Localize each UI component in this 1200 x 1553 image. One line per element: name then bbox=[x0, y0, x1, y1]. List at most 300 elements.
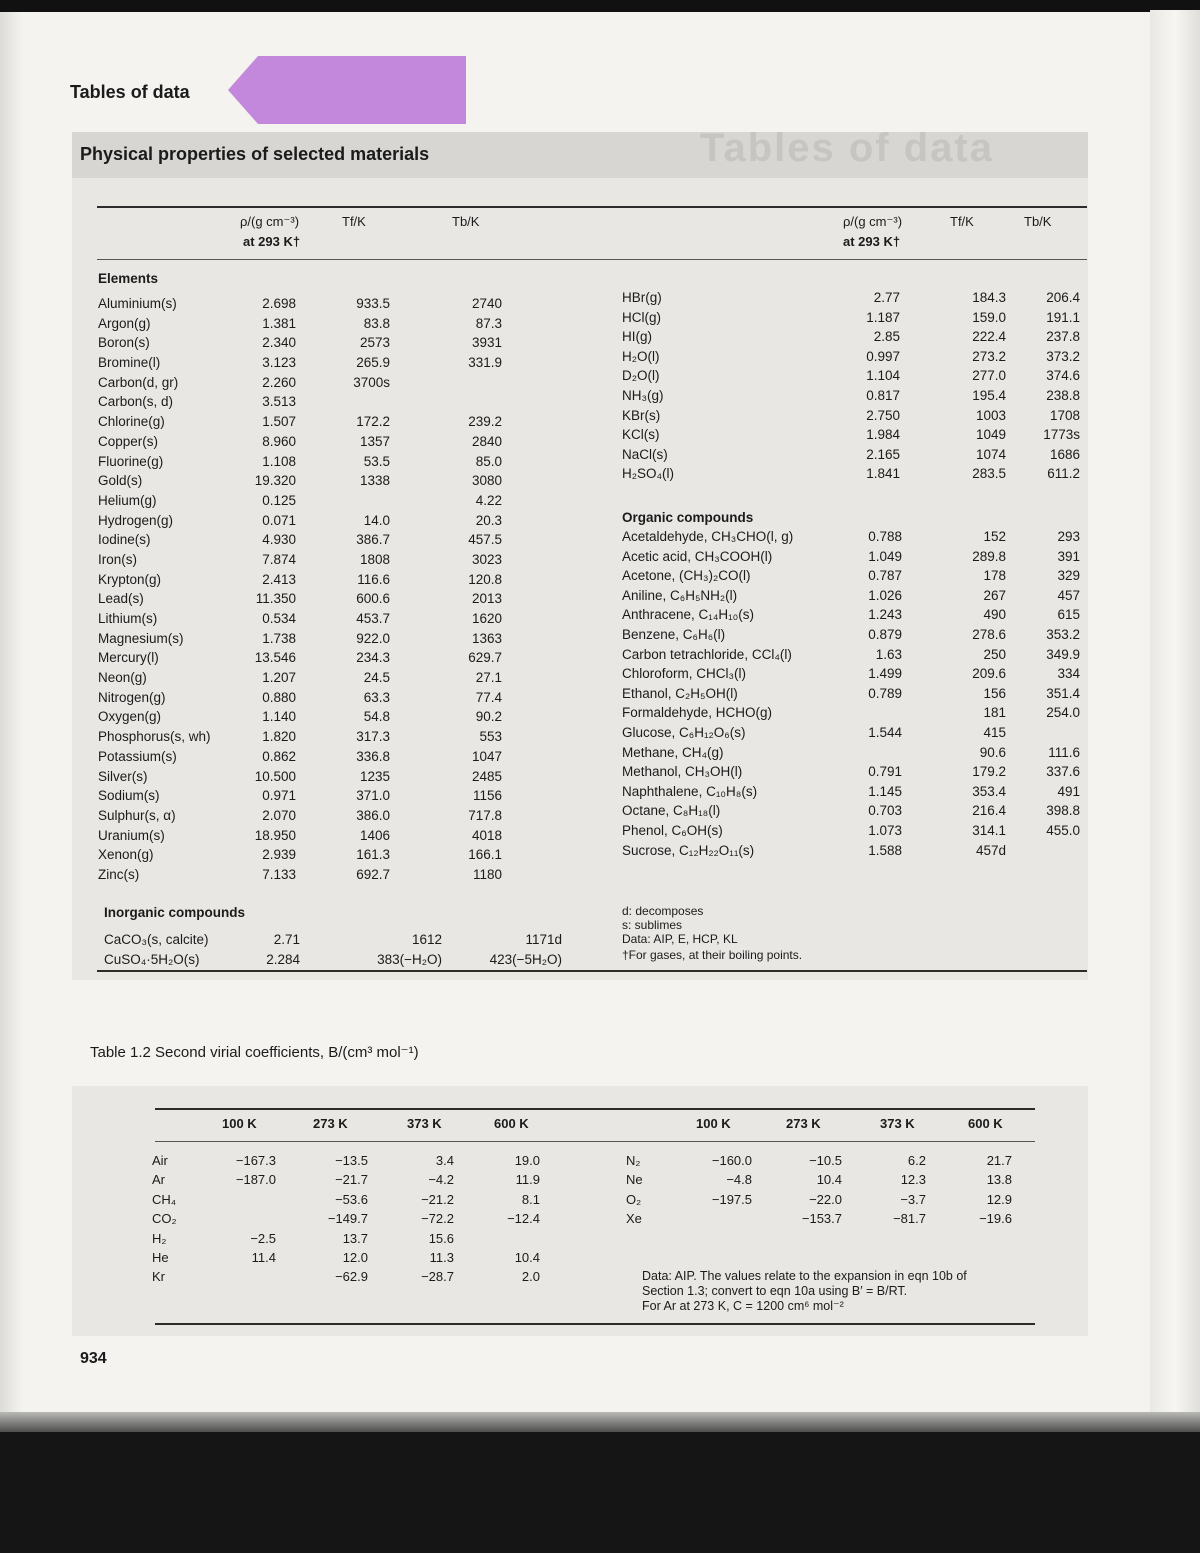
element-density: 2.260 bbox=[262, 374, 296, 390]
organic-tb-col bbox=[1014, 527, 1080, 860]
element-tf: 1357 bbox=[359, 433, 390, 449]
gas-name: H₂ bbox=[152, 1230, 167, 1246]
right-tb: 373.2 bbox=[1046, 348, 1080, 364]
organic-tf: 289.8 bbox=[972, 548, 1006, 564]
virial-value: −22.0 bbox=[809, 1191, 842, 1207]
element-tf: 1808 bbox=[359, 551, 390, 567]
virial-value: 13.7 bbox=[342, 1230, 368, 1246]
element-density: 1.140 bbox=[262, 709, 296, 725]
inorganic-tf: 1612 bbox=[411, 932, 442, 947]
right-tf: 184.3 bbox=[972, 290, 1006, 305]
organic-name: Phenol, C₆OH(s) bbox=[622, 822, 723, 838]
right-tf: 273.2 bbox=[972, 348, 1006, 364]
element-tb: 457.5 bbox=[468, 532, 502, 548]
bleed-through-text: Tables of data bbox=[700, 126, 994, 170]
element-name: Silver(s) bbox=[98, 768, 148, 784]
gas-name: Xe bbox=[626, 1211, 642, 1227]
element-tf: 453.7 bbox=[356, 611, 390, 626]
element-tb: 1180 bbox=[472, 866, 502, 882]
right-density: 1.187 bbox=[866, 309, 900, 325]
virial-value: −2.5 bbox=[250, 1230, 276, 1246]
virial-value: −12.4 bbox=[507, 1211, 540, 1227]
element-tb: 239.2 bbox=[468, 414, 502, 430]
element-density: 0.071 bbox=[262, 512, 296, 528]
virial-value: −21.2 bbox=[421, 1191, 454, 1207]
element-name: Aluminium(s) bbox=[98, 296, 177, 311]
element-tf: 317.3 bbox=[356, 729, 390, 745]
organic-tf: 415 bbox=[983, 724, 1006, 740]
left-density-subheader: at 293 K† bbox=[243, 234, 301, 249]
virial-value: 11.4 bbox=[251, 1249, 276, 1265]
virial-value: −4.2 bbox=[428, 1172, 454, 1188]
organic-density: 0.703 bbox=[868, 803, 902, 819]
organic-title: Organic compounds bbox=[622, 510, 754, 525]
element-tf: 53.5 bbox=[363, 453, 390, 469]
organic-name: Sucrose, C₁₂H₂₂O₁₁(s) bbox=[622, 842, 755, 858]
element-tb: 4018 bbox=[471, 827, 502, 843]
organic-density: 1.073 bbox=[868, 822, 902, 838]
gas-name: CO₂ bbox=[152, 1211, 177, 1227]
elements-density-col bbox=[232, 294, 296, 885]
table2-right-header-373k: 373 K bbox=[880, 1116, 915, 1131]
element-density: 0.125 bbox=[262, 492, 296, 508]
organic-tf: 156 bbox=[983, 685, 1006, 701]
element-density: 2.413 bbox=[262, 571, 296, 587]
element-tf: 1406 bbox=[359, 827, 390, 843]
organic-density: 1.026 bbox=[868, 587, 902, 603]
elements-tb-col bbox=[430, 294, 502, 885]
table2-right-header-100k: 100 K bbox=[696, 1116, 731, 1131]
organic-name: Acetaldehyde, CH₃CHO(l, g) bbox=[622, 529, 794, 544]
right-name: NH₃(g) bbox=[622, 387, 664, 403]
organic-tb: 491 bbox=[1057, 783, 1080, 799]
virial-value: −72.2 bbox=[421, 1211, 454, 1227]
element-name: Gold(s) bbox=[98, 473, 143, 489]
virial-value: 10.4 bbox=[514, 1249, 540, 1265]
table2-right-header-273k: 273 K bbox=[786, 1116, 821, 1131]
right-tb: 238.8 bbox=[1046, 387, 1080, 403]
virial-right-373k-col bbox=[860, 1151, 926, 1229]
right-tb: 374.6 bbox=[1046, 368, 1080, 384]
element-name: Hydrogen(g) bbox=[98, 512, 174, 528]
right-tf: 222.4 bbox=[972, 329, 1006, 345]
organic-name: Methane, CH₄(g) bbox=[622, 744, 724, 760]
virial-value: 13.8 bbox=[986, 1172, 1012, 1188]
thumb-tab-marker bbox=[228, 56, 466, 124]
right-tf: 1003 bbox=[975, 407, 1006, 423]
right-name: D₂O(l) bbox=[622, 368, 660, 384]
element-tb: 1156 bbox=[472, 788, 502, 804]
element-density: 1.381 bbox=[262, 315, 296, 331]
right-tf: 277.0 bbox=[972, 368, 1006, 384]
element-name: Iron(s) bbox=[98, 551, 138, 567]
virial-value: 12.3 bbox=[900, 1172, 926, 1188]
organic-density: 0.879 bbox=[868, 626, 902, 642]
virial-value: 11.9 bbox=[515, 1172, 540, 1188]
footnote-data-sources: Data: AIP, E, HCP, KL bbox=[622, 932, 738, 946]
element-density: 1.108 bbox=[262, 453, 296, 469]
elements-tf-col bbox=[318, 294, 390, 885]
element-name: Lithium(s) bbox=[98, 611, 158, 626]
virial-right-273k-col bbox=[770, 1151, 842, 1229]
element-tf: 933.5 bbox=[356, 296, 390, 311]
organic-name-col bbox=[622, 527, 852, 860]
table1-header-rule bbox=[97, 259, 1087, 260]
footnote-sublimes: s: sublimes bbox=[622, 918, 683, 932]
element-density: 0.534 bbox=[262, 611, 296, 626]
virial-value bbox=[480, 1229, 540, 1248]
element-tf: 234.3 bbox=[356, 650, 390, 666]
element-tb: 27.1 bbox=[475, 670, 502, 686]
elements-name-col bbox=[98, 294, 248, 885]
right-density-header: ρ/(g cm⁻³) bbox=[843, 214, 903, 229]
element-density: 8.960 bbox=[262, 433, 296, 449]
element-density: 2.698 bbox=[262, 296, 296, 311]
right-density: 2.750 bbox=[866, 407, 900, 423]
element-name: Xenon(g) bbox=[98, 847, 154, 863]
element-density: 3.513 bbox=[262, 394, 296, 410]
virial-value: 15.6 bbox=[428, 1230, 454, 1246]
virial-value: 12.0 bbox=[342, 1249, 368, 1265]
element-density: 4.930 bbox=[262, 532, 296, 548]
element-tf: 172.2 bbox=[356, 414, 390, 430]
inorganic-tb: 1171d bbox=[525, 932, 562, 947]
inorganic-density-col bbox=[240, 930, 300, 969]
organic-tb: 329 bbox=[1057, 568, 1080, 584]
virial-right-600k-col bbox=[950, 1151, 1012, 1229]
organic-tb: 293 bbox=[1057, 529, 1080, 544]
element-density: 3.123 bbox=[262, 355, 296, 371]
element-tb: 717.8 bbox=[468, 807, 502, 823]
right-tb: 1773s bbox=[1043, 427, 1080, 443]
organic-density: 0.788 bbox=[868, 529, 902, 544]
right-density: 2.165 bbox=[866, 446, 900, 462]
right-density: 0.997 bbox=[866, 348, 900, 364]
element-tb: 2840 bbox=[471, 433, 502, 449]
table1-bottom-rule bbox=[97, 970, 1087, 972]
element-name: Mercury(l) bbox=[98, 650, 159, 666]
right-tf-header: Tf/K bbox=[950, 214, 974, 229]
table2-left-header-600k: 600 K bbox=[494, 1116, 529, 1131]
right-density: 2.85 bbox=[873, 329, 900, 345]
element-tf: 2573 bbox=[359, 335, 390, 351]
right-density-subheader: at 293 K† bbox=[843, 234, 901, 249]
virial-value bbox=[212, 1209, 276, 1228]
element-tb: 2485 bbox=[471, 768, 502, 784]
element-tb: 331.9 bbox=[468, 355, 502, 371]
element-density: 0.862 bbox=[262, 748, 296, 764]
element-tf: 54.8 bbox=[363, 709, 390, 725]
right-tf: 1049 bbox=[975, 427, 1006, 443]
left-tb-header: Tb/K bbox=[452, 214, 480, 229]
virial-value: −53.6 bbox=[335, 1191, 368, 1207]
element-density: 2.939 bbox=[262, 847, 296, 863]
right-tb-header: Tb/K bbox=[1024, 214, 1052, 229]
organic-tb: 111.6 bbox=[1048, 744, 1080, 760]
element-density: 10.500 bbox=[254, 768, 296, 784]
page-curl-edge bbox=[1150, 10, 1200, 1435]
organic-density bbox=[840, 703, 902, 723]
organic-density bbox=[840, 743, 902, 763]
table2-left-header-273k: 273 K bbox=[313, 1116, 348, 1131]
virial-value: −81.7 bbox=[893, 1211, 926, 1227]
right-tb: 191.1 bbox=[1046, 309, 1080, 325]
element-name: Carbon(s, d) bbox=[98, 394, 174, 410]
right-tb: 1686 bbox=[1049, 446, 1080, 462]
section-label: Tables of data bbox=[70, 82, 190, 102]
organic-name: Anthracene, C₁₄H₁₀(s) bbox=[622, 607, 755, 623]
virial-value: −3.7 bbox=[900, 1191, 926, 1207]
element-tb: 4.22 bbox=[475, 492, 502, 508]
organic-density: 1.588 bbox=[868, 842, 902, 858]
organic-tf: 216.4 bbox=[972, 803, 1006, 819]
organic-tf: 267 bbox=[983, 587, 1006, 603]
virial-value: −28.7 bbox=[421, 1269, 454, 1285]
left-tf-header: Tf/K bbox=[342, 214, 366, 229]
virial-left-600k-col bbox=[480, 1151, 540, 1287]
table2-header-rule bbox=[155, 1141, 1035, 1142]
right-name: HCl(g) bbox=[622, 309, 661, 325]
element-name: Sodium(s) bbox=[98, 788, 160, 804]
organic-tb: 334 bbox=[1057, 666, 1080, 682]
element-tb: 87.3 bbox=[475, 315, 502, 331]
gas-name: N₂ bbox=[626, 1153, 641, 1168]
organic-tf: 152 bbox=[983, 529, 1006, 544]
virial-left-273k-col bbox=[300, 1151, 368, 1287]
organic-tf: 314.1 bbox=[972, 822, 1006, 838]
right-name: KBr(s) bbox=[622, 407, 661, 423]
organic-density: 1.049 bbox=[868, 548, 902, 564]
element-name: Fluorine(g) bbox=[98, 453, 164, 469]
right-density: 1.841 bbox=[866, 466, 900, 482]
right-name: HBr(g) bbox=[622, 290, 662, 305]
table2-left-header-100k: 100 K bbox=[222, 1116, 257, 1131]
element-tf: 161.3 bbox=[356, 847, 390, 863]
element-tb bbox=[430, 373, 502, 393]
element-tf: 1338 bbox=[359, 473, 390, 489]
virial-value: −4.8 bbox=[726, 1172, 752, 1188]
element-name: Iodine(s) bbox=[98, 532, 151, 548]
element-tb: 20.3 bbox=[475, 512, 502, 528]
organic-name: Chloroform, CHCl₃(l) bbox=[622, 666, 747, 682]
page-title: Physical properties of selected materials bbox=[80, 144, 430, 164]
organic-density-col bbox=[840, 527, 902, 860]
element-tf: 692.7 bbox=[356, 866, 390, 882]
virial-value bbox=[212, 1267, 276, 1286]
left-density-header: ρ/(g cm⁻³) bbox=[240, 214, 300, 229]
organic-tf: 179.2 bbox=[972, 764, 1006, 780]
element-name: Nitrogen(g) bbox=[98, 689, 166, 705]
virial-value: −197.5 bbox=[711, 1191, 752, 1207]
element-name: Magnesium(s) bbox=[98, 630, 184, 646]
virial-right-gas-col bbox=[626, 1151, 676, 1229]
organic-tb: 351.4 bbox=[1046, 685, 1080, 701]
gas-name: O₂ bbox=[626, 1191, 642, 1207]
organic-name: Ethanol, C₂H₅OH(l) bbox=[622, 685, 738, 701]
virial-value: 12.9 bbox=[986, 1191, 1012, 1207]
inorganic-tf-col bbox=[320, 930, 442, 969]
organic-density: 1.544 bbox=[868, 724, 902, 740]
organic-tf: 181 bbox=[983, 705, 1006, 721]
element-density: 1.820 bbox=[262, 729, 296, 745]
virial-value: −167.3 bbox=[235, 1153, 276, 1168]
organic-density: 0.789 bbox=[868, 685, 902, 701]
organic-tb: 615 bbox=[1057, 607, 1080, 623]
virial-value: −19.6 bbox=[979, 1211, 1012, 1227]
element-tb: 1363 bbox=[471, 630, 502, 646]
inorganic-density: 2.284 bbox=[266, 951, 300, 967]
element-tb: 3931 bbox=[471, 335, 502, 351]
right-tf: 283.5 bbox=[972, 466, 1006, 482]
element-tf: 265.9 bbox=[356, 355, 390, 371]
element-tf: 371.0 bbox=[356, 788, 390, 804]
element-tf: 24.5 bbox=[363, 670, 390, 686]
right-tf: 159.0 bbox=[972, 309, 1006, 325]
organic-density: 1.499 bbox=[868, 666, 902, 682]
virial-left-gas-col bbox=[152, 1151, 202, 1287]
inorganic-tb-col bbox=[440, 930, 562, 969]
element-density: 1.738 bbox=[262, 630, 296, 646]
gas-name: Kr bbox=[152, 1269, 165, 1285]
virial-value bbox=[686, 1209, 752, 1228]
element-name: Bromine(l) bbox=[98, 355, 161, 371]
element-name: Potassium(s) bbox=[98, 748, 177, 764]
element-name: Krypton(g) bbox=[98, 571, 162, 587]
organic-tb: 353.2 bbox=[1046, 626, 1080, 642]
element-density: 2.070 bbox=[262, 807, 296, 823]
virial-value: 8.1 bbox=[521, 1191, 540, 1207]
element-tb: 1620 bbox=[471, 611, 502, 626]
element-tf: 63.3 bbox=[363, 689, 390, 705]
organic-name: Acetic acid, CH₃COOH(l) bbox=[622, 548, 773, 564]
element-density: 0.971 bbox=[262, 788, 296, 804]
virial-value: −153.7 bbox=[801, 1211, 842, 1227]
element-tf: 116.6 bbox=[357, 571, 390, 587]
organic-density: 1.145 bbox=[868, 783, 902, 799]
organic-tb: 254.0 bbox=[1046, 705, 1080, 721]
element-tb bbox=[430, 392, 502, 412]
gas-name: Ar bbox=[152, 1172, 165, 1188]
element-density: 13.546 bbox=[254, 650, 296, 666]
right-name: HI(g) bbox=[622, 329, 652, 345]
right-density: 1.984 bbox=[866, 427, 900, 443]
scan-bottom-edge bbox=[0, 1432, 1200, 1553]
organic-tf: 178 bbox=[983, 568, 1006, 584]
element-name: Argon(g) bbox=[98, 315, 151, 331]
organic-tf-col bbox=[940, 527, 1006, 860]
virial-right-100k-col bbox=[686, 1151, 752, 1229]
virial-value: −13.5 bbox=[335, 1153, 368, 1168]
element-name: Phosphorus(s, wh) bbox=[98, 729, 211, 745]
right-density: 2.77 bbox=[873, 290, 900, 305]
element-tb: 166.1 bbox=[468, 847, 502, 863]
virial-value: 3.4 bbox=[435, 1153, 454, 1168]
inorganic-title: Inorganic compounds bbox=[104, 905, 246, 920]
element-name: Sulphur(s, α) bbox=[98, 807, 176, 823]
element-tf bbox=[318, 491, 390, 511]
inorganic-name: CaCO₃(s, calcite) bbox=[104, 932, 209, 947]
virial-value: −149.7 bbox=[327, 1211, 368, 1227]
page-left-shadow bbox=[0, 12, 22, 1424]
element-density: 11.350 bbox=[255, 591, 296, 607]
element-density: 18.950 bbox=[254, 827, 296, 843]
inorganic-density: 2.71 bbox=[273, 932, 300, 947]
element-tf: 600.6 bbox=[356, 591, 390, 607]
footnote-decomposes: d: decomposes bbox=[622, 904, 704, 918]
element-name: Uranium(s) bbox=[98, 827, 165, 843]
element-tb: 2013 bbox=[471, 591, 502, 607]
table2-note-line2: Section 1.3; convert to eqn 10a using B′ = B/RT. bbox=[642, 1284, 908, 1298]
virial-value: −62.9 bbox=[335, 1269, 368, 1285]
element-tb: 553 bbox=[479, 729, 502, 745]
virial-value: 6.2 bbox=[907, 1153, 926, 1168]
virial-value: 21.7 bbox=[986, 1153, 1012, 1168]
right-tf: 1074 bbox=[975, 446, 1006, 462]
right-tb: 206.4 bbox=[1046, 290, 1080, 305]
virial-value: −10.5 bbox=[809, 1153, 842, 1168]
right-name: KCl(s) bbox=[622, 427, 660, 443]
gas-name: He bbox=[152, 1249, 169, 1265]
element-tf: 3700s bbox=[353, 374, 390, 390]
element-density: 19.320 bbox=[254, 473, 296, 489]
virial-value: −21.7 bbox=[335, 1172, 368, 1188]
table2-title: Table 1.2 Second virial coefficients, B/(cm³ mol⁻¹) bbox=[90, 1044, 419, 1061]
element-tf: 386.7 bbox=[356, 532, 390, 548]
element-tb: 629.7 bbox=[468, 650, 502, 666]
right-density: 1.104 bbox=[866, 368, 900, 384]
organic-name: Benzene, C₆H₆(l) bbox=[622, 626, 726, 642]
element-density: 7.133 bbox=[262, 866, 296, 882]
element-tb: 1047 bbox=[471, 748, 502, 764]
organic-name: Carbon tetrachloride, CCl₄(l) bbox=[622, 646, 792, 662]
right-name: H₂O(l) bbox=[622, 348, 660, 364]
element-density: 1.507 bbox=[262, 414, 296, 430]
organic-tf: 90.6 bbox=[979, 744, 1006, 760]
organic-density: 0.791 bbox=[868, 764, 902, 780]
inorganic-name: CuSO₄·5H₂O(s) bbox=[104, 951, 200, 967]
virial-value: −187.0 bbox=[235, 1172, 276, 1188]
gas-name: Air bbox=[152, 1153, 168, 1168]
organic-name: Formaldehyde, HCHO(g) bbox=[622, 705, 773, 721]
table1-top-rule bbox=[97, 206, 1087, 208]
elements-title: Elements bbox=[98, 271, 159, 286]
element-name: Neon(g) bbox=[98, 670, 147, 686]
organic-name: Aniline, C₆H₅NH₂(l) bbox=[622, 587, 738, 603]
element-tf: 1235 bbox=[359, 768, 390, 784]
organic-tb bbox=[1014, 723, 1080, 743]
right-tb: 1708 bbox=[1049, 407, 1080, 423]
virial-value: −160.0 bbox=[711, 1153, 752, 1168]
element-name: Lead(s) bbox=[98, 591, 144, 607]
page-number: 934 bbox=[80, 1350, 107, 1367]
right-density-col bbox=[838, 288, 900, 484]
element-tb: 90.2 bbox=[475, 709, 502, 725]
right-density: 0.817 bbox=[866, 387, 900, 403]
table2-top-rule bbox=[155, 1108, 1035, 1110]
right-name-col bbox=[622, 288, 822, 484]
element-tb: 3023 bbox=[471, 551, 502, 567]
virial-value: 2.0 bbox=[521, 1269, 540, 1285]
right-tb: 611.2 bbox=[1047, 466, 1080, 482]
organic-tf: 278.6 bbox=[972, 626, 1006, 642]
table2-left-header-373k: 373 K bbox=[407, 1116, 442, 1131]
right-name: NaCl(s) bbox=[622, 446, 668, 462]
element-name: Carbon(d, gr) bbox=[98, 374, 179, 390]
table2-bottom-rule bbox=[155, 1323, 1035, 1325]
organic-tb: 337.6 bbox=[1046, 764, 1080, 780]
organic-tf: 457d bbox=[975, 842, 1006, 858]
right-name: H₂SO₄(l) bbox=[622, 466, 674, 482]
